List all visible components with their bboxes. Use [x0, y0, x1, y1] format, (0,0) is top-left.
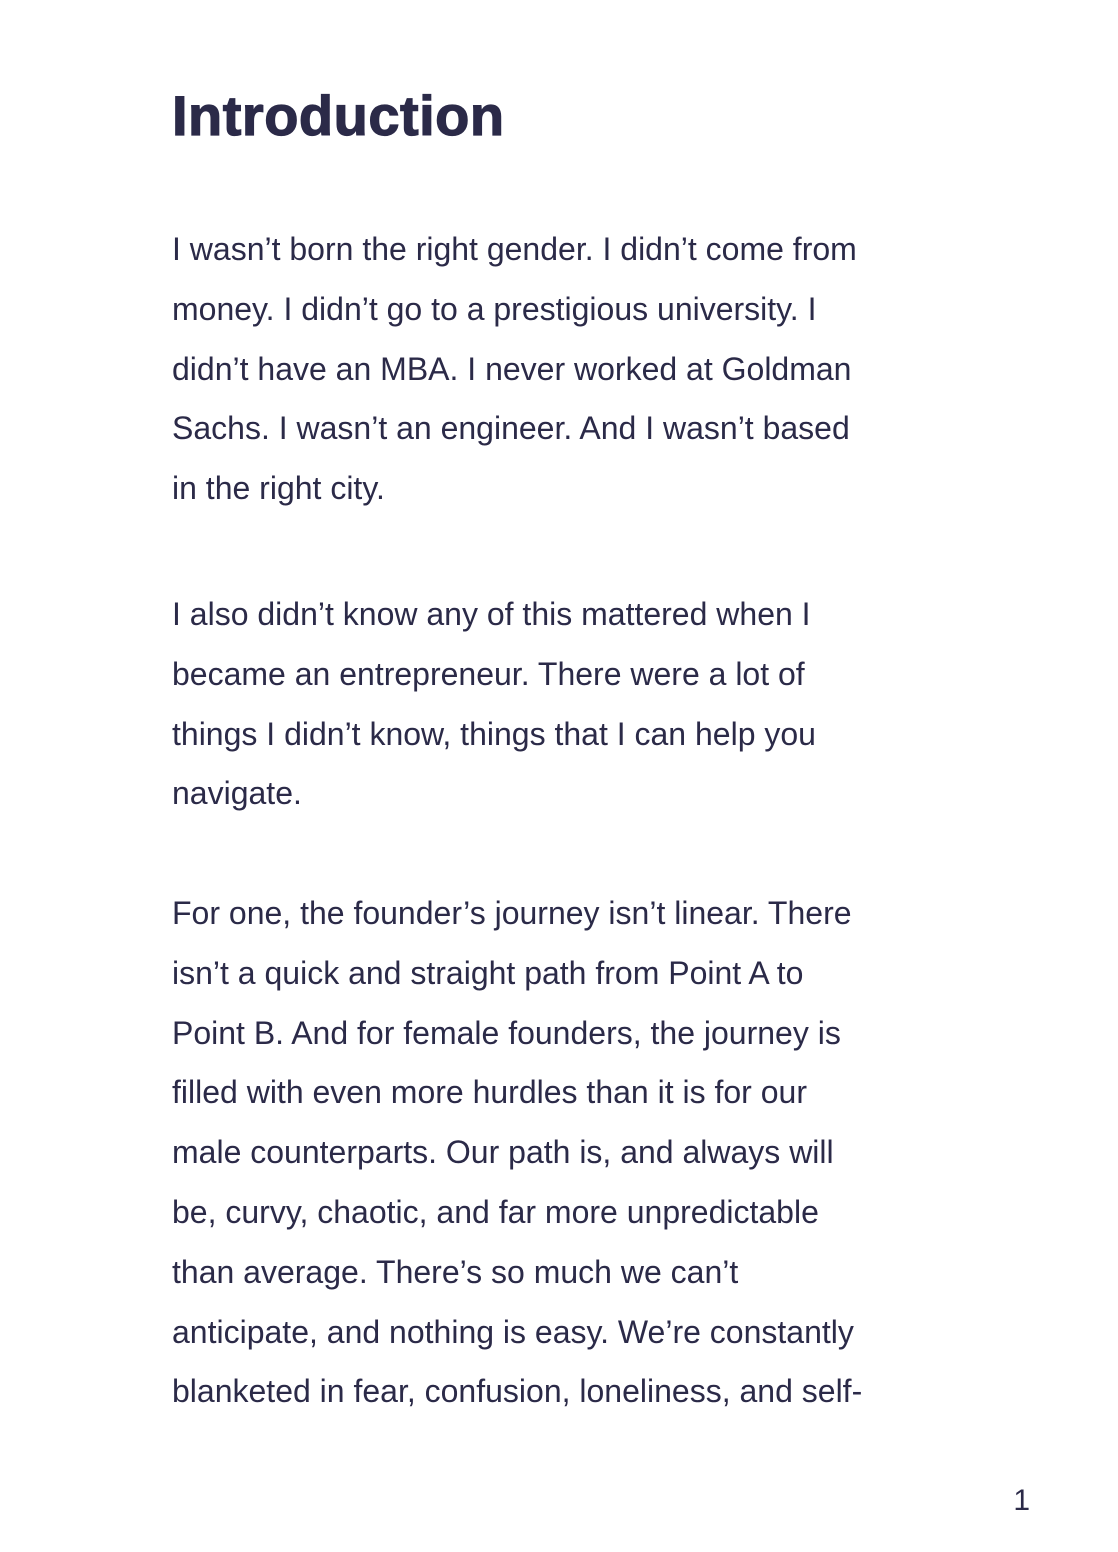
- text-line: For one, the founder’s journey isn’t linear. There: [172, 895, 852, 931]
- text-line: didn’t have an MBA. I never worked at Goldman: [172, 350, 852, 387]
- page-title: Introduction: [172, 84, 505, 147]
- text-line: anticipate, and nothing is easy. We’re constantly: [172, 1313, 854, 1350]
- text-line: in the right city.: [172, 470, 385, 507]
- text-line: became an entrepreneur. There were a lot of: [172, 655, 805, 692]
- text-line: money. I didn’t go to a prestigious university. I: [172, 290, 817, 327]
- paragraph: [172, 220, 932, 519]
- text-line: isn’t a quick and straight path from Point A to: [172, 954, 804, 991]
- page-number: 1: [1013, 1484, 1030, 1517]
- paragraph: [172, 585, 932, 824]
- text-line: Sachs. I wasn’t an engineer. And I wasn’t based: [172, 410, 850, 447]
- text-line: I wasn’t born the right gender. I didn’t come from: [172, 231, 857, 267]
- text-line: I also didn’t know any of this mattered when I: [172, 596, 811, 632]
- paragraph: [172, 884, 932, 1422]
- text-line: filled with even more hurdles than it is for our: [172, 1074, 807, 1111]
- text-line: things I didn’t know, things that I can help you: [172, 715, 816, 752]
- text-line: than average. There’s so much we can’t: [172, 1253, 739, 1290]
- text-line: Point B. And for female founders, the journey is: [172, 1014, 841, 1051]
- text-line: male counterparts. Our path is, and always will: [172, 1134, 834, 1171]
- text-line: blanketed in fear, confusion, loneliness, and self-: [172, 1373, 863, 1410]
- text-line: navigate.: [172, 775, 302, 812]
- text-line: be, curvy, chaotic, and far more unpredictable: [172, 1193, 819, 1230]
